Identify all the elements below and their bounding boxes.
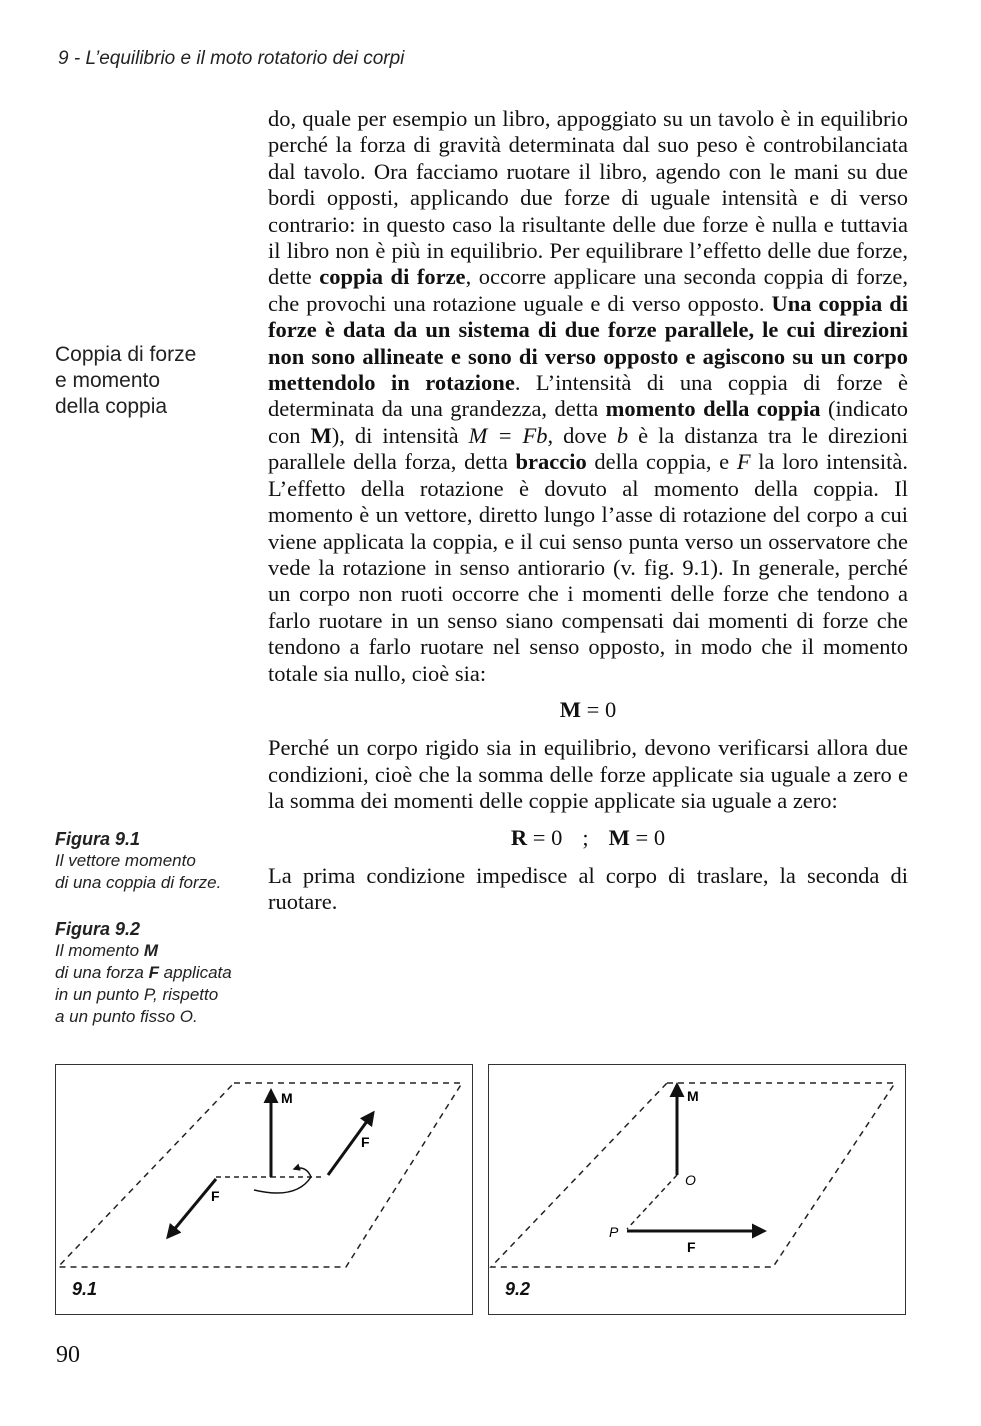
term-momento-della-coppia: momento della coppia bbox=[605, 396, 821, 422]
paragraph-1 bbox=[268, 106, 908, 687]
side-note-line: della coppia bbox=[55, 395, 168, 418]
figure-9-1-diagram bbox=[56, 1065, 472, 1314]
formula-inline: M = Fb bbox=[468, 422, 548, 448]
running-head: 9 - L’equilibrio e il moto rotatorio dei corpi bbox=[58, 48, 405, 69]
formula-equilibrium bbox=[268, 825, 908, 851]
text-run: la loro intensità. L’effetto della rotazione è dovuto al momento della coppia. Il momento è un vettore, diretto lungo l’asse di rotazione del corpo a cui viene applicata la coppia, e il cui senso punta verso un osservatore che vede la rotazione in senso antiorario (v. fig. 9.1). In generale, perché un corpo non ruoti occorre che i momenti delle forze che tendono a farlo ruotare in un senso siano compensati dai momenti di forze che tendono a farlo ruotare nel senso opposto, in modo che il momento totale sia nullo, cioè sia: bbox=[268, 449, 908, 686]
text-run: (indicato con bbox=[268, 396, 908, 448]
caption-line: a un punto fisso O. bbox=[55, 1007, 198, 1026]
text-run: è la distanza tra le direzioni parallele della forza, detta bbox=[268, 422, 908, 475]
term-coppia-di-forze: coppia di forze bbox=[319, 264, 466, 290]
figure-number: 9.2 bbox=[505, 1279, 531, 1299]
label-o: O bbox=[685, 1172, 696, 1188]
page-number: 90 bbox=[56, 1342, 80, 1368]
symbol-m: M bbox=[310, 422, 332, 448]
caption-run: Il momento bbox=[55, 941, 144, 960]
text-run: , dove bbox=[547, 422, 617, 448]
position-line-op bbox=[627, 1175, 677, 1229]
caption-line: in un punto P, rispetto bbox=[55, 985, 219, 1004]
label-f: F bbox=[687, 1239, 696, 1255]
caption-title: Figura 9.1 bbox=[55, 829, 141, 849]
text-run: . L’intensità di una coppia di forze è determinata da una grandezza, detta bbox=[268, 370, 908, 422]
formula-symbol: R bbox=[510, 824, 528, 850]
figure-9-1 bbox=[55, 1064, 473, 1315]
label-m: M bbox=[687, 1088, 699, 1104]
figure-9-2 bbox=[488, 1064, 906, 1315]
caption-title: Figura 9.2 bbox=[55, 919, 141, 939]
formula-rest: = 0 bbox=[581, 696, 617, 722]
side-note-line: e momento bbox=[55, 369, 161, 392]
side-note bbox=[55, 342, 196, 420]
force-arrow-bottom bbox=[168, 1179, 216, 1237]
text-run: della coppia, e bbox=[586, 449, 737, 475]
paragraph-2: Perché un corpo rigido sia in equilibrio, devono verificarsi allora due condizioni, cioè che la somma delle forze applicate sia uguale a zero e la somma dei momenti delle coppie applicate sia uguale a zero: bbox=[268, 735, 908, 814]
main-text-column bbox=[268, 106, 908, 916]
text-run: , occorre applicare una seconda coppia di forze, che provochi una rotazione uguale e di verso opposto. bbox=[268, 264, 909, 316]
plane-outline bbox=[58, 1083, 462, 1267]
caption-figure-9-1 bbox=[55, 828, 221, 894]
symbol-f: F bbox=[736, 449, 751, 475]
formula-rest: = 0 bbox=[629, 824, 666, 850]
caption-run: applicata bbox=[158, 963, 232, 982]
label-f-bottom: F bbox=[211, 1188, 220, 1204]
term-braccio: braccio bbox=[515, 449, 587, 475]
text-run: do, quale per esempio un libro, appoggiato su un tavolo è in equilibrio perché la forza di gravità determinata dal suo peso è controbilanciata dal tavolo. Ora facciamo ruotare il libro, agendo con le mani su due bordi opposti, applicando due forze di uguale intensità e di verso contrario: in questo caso la risultante delle due forze è nulla e tuttavia il libro non è più in equilibrio. Per equilibrare l’effetto delle due forze, dette bbox=[268, 106, 908, 290]
formula-separator: ; bbox=[582, 824, 589, 850]
caption-line: di una coppia di forze. bbox=[55, 873, 222, 892]
label-f-top: F bbox=[361, 1134, 370, 1150]
caption-symbol: M bbox=[143, 941, 158, 960]
caption-figure-9-2 bbox=[55, 918, 232, 1028]
figure-number: 9.1 bbox=[72, 1279, 98, 1299]
formula-symbol: M bbox=[559, 696, 582, 722]
caption-line bbox=[55, 940, 232, 962]
label-p: P bbox=[609, 1224, 619, 1240]
label-m: M bbox=[281, 1090, 293, 1106]
caption-line bbox=[55, 962, 232, 984]
caption-symbol: F bbox=[148, 963, 159, 982]
text-run: ), di intensità bbox=[331, 422, 469, 448]
rotation-arc bbox=[254, 1168, 311, 1193]
formula-rest: = 0 bbox=[527, 824, 563, 850]
paragraph-3: La prima condizione impedisce al corpo di traslare, la seconda di ruotare. bbox=[268, 862, 908, 915]
definition-coppia: Una coppia di forze è data da un sistema di due forze parallele, le cui direzioni non sono allineate e sono di verso opposto e agiscono su un corpo mettendolo in rotazione bbox=[268, 290, 908, 396]
caption-line: Il vettore momento bbox=[55, 851, 196, 870]
symbol-b: b bbox=[616, 422, 629, 448]
formula-symbol: M bbox=[608, 824, 630, 850]
side-note-line: Coppia di forze bbox=[55, 343, 197, 366]
caption-run: di una forza bbox=[55, 963, 149, 982]
figure-9-2-diagram bbox=[489, 1065, 905, 1314]
formula-moment-zero bbox=[268, 697, 908, 723]
